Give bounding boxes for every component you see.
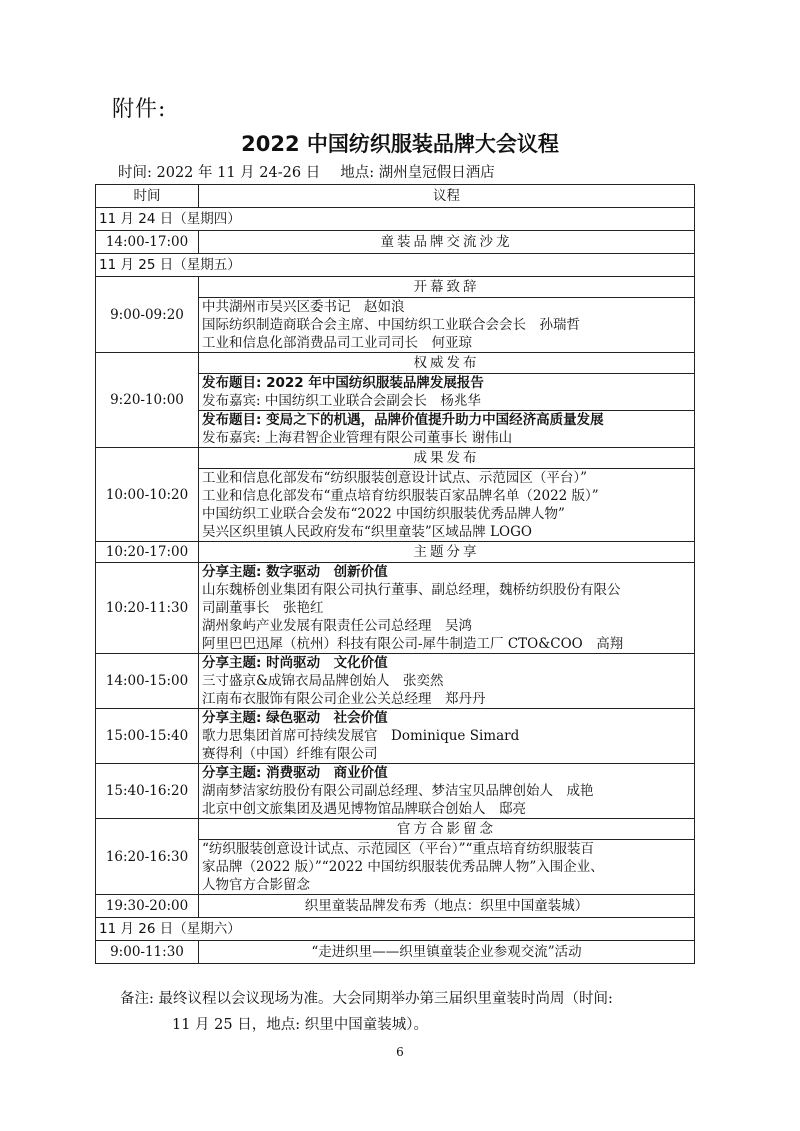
speaker-line: 江南布衣服饰有限公司企业公关总经理 郑丹丹 bbox=[202, 691, 486, 707]
event-place: 地点: 湖州皇冠假日酒店 bbox=[340, 165, 495, 181]
share-item bbox=[199, 709, 695, 764]
date-row bbox=[96, 254, 695, 277]
header-agenda: 议程 bbox=[199, 185, 695, 208]
event-time: 时间: 2022 年 11 月 24-26 日 bbox=[118, 165, 321, 181]
footnote-line: 11 月 25 日，地点: 织里中国童装城）。 bbox=[172, 1017, 428, 1033]
share-item bbox=[199, 654, 695, 709]
speaker-line: 三寸盛京&成锦衣局品牌创始人 张奕然 bbox=[202, 673, 444, 689]
table-row bbox=[96, 277, 695, 298]
share-item bbox=[199, 563, 695, 654]
result-line: 工业和信息化部发布“纺织服装创意设计试点、示范园区（平台）” bbox=[202, 470, 588, 486]
table-row bbox=[96, 231, 695, 254]
share-topic: 分享主题: 消费驱动 商业价值 bbox=[202, 765, 388, 781]
speaker-line: 山东魏桥创业集团有限公司执行董事、副总经理，魏桥纺织股份有限公 bbox=[202, 582, 621, 598]
section-heading: 开幕致辞 bbox=[199, 277, 695, 298]
table-row bbox=[96, 941, 695, 964]
date-nov-24: 11 月 24 日（星期四） bbox=[96, 208, 695, 231]
release-topic: 发布题目: 2022 年中国纺织服装品牌发展报告 bbox=[202, 375, 484, 391]
agenda-item: 织里童装品牌发布秀（地点：织里中国童装城） bbox=[199, 895, 695, 918]
table-row bbox=[96, 654, 695, 709]
section-heading: 成果发布 bbox=[199, 448, 695, 469]
release-item bbox=[199, 374, 695, 411]
time-cell: 10:20-17:00 bbox=[96, 542, 199, 563]
footnote-line: 备注: 最终议程以会议现场为准。大会同期举办第三届织里童装时尚周（时间: bbox=[120, 991, 613, 1007]
speaker-line: 中共湖州市吴兴区委书记 赵如浪 bbox=[202, 299, 405, 315]
speaker-line: 司副董事长 张艳红 bbox=[202, 600, 324, 616]
time-cell: 9:00-11:30 bbox=[96, 941, 199, 964]
event-info bbox=[118, 161, 495, 182]
date-row bbox=[96, 208, 695, 231]
speaker-line: 歌力思集团首席可持续发展官 Dominique Simard bbox=[202, 728, 520, 744]
time-cell: 10:20-11:30 bbox=[96, 563, 199, 654]
header-time: 时间 bbox=[96, 185, 199, 208]
table-row bbox=[96, 709, 695, 764]
photo-line: “纺织服装创意设计试点、示范园区（平台）”“重点培育纺织服装百 bbox=[202, 841, 594, 857]
section-heading: 主题分享 bbox=[199, 542, 695, 563]
date-nov-25: 11 月 25 日（星期五） bbox=[96, 254, 695, 277]
release-guest: 发布嘉宾: 中国纺织工业联合会副会长 杨兆华 bbox=[202, 393, 481, 409]
release-item bbox=[199, 411, 695, 448]
table-row bbox=[96, 448, 695, 469]
speaker-line: 赛得利（中国）纤维有限公司 bbox=[202, 746, 378, 762]
agenda-item: 童装品牌交流沙龙 bbox=[199, 231, 695, 254]
time-cell: 10:00-10:20 bbox=[96, 448, 199, 542]
speaker-line: 阿里巴巴迅犀（杭州）科技有限公司-犀牛制造工厂 CTO&COO 高翔 bbox=[202, 636, 624, 652]
time-cell: 9:20-10:00 bbox=[96, 353, 199, 448]
table-row bbox=[96, 819, 695, 840]
result-line: 中国纺织工业联合会发布“2022 中国纺织服装优秀品牌人物” bbox=[202, 506, 565, 522]
table-row bbox=[96, 542, 695, 563]
share-topic: 分享主题: 数字驱动 创新价值 bbox=[202, 564, 388, 580]
time-cell: 14:00-17:00 bbox=[96, 231, 199, 254]
section-heading: 权威发布 bbox=[199, 353, 695, 374]
agenda-table bbox=[95, 184, 695, 964]
photo-description bbox=[199, 840, 695, 895]
speaker-line: 北京中创文旅集团及遇见博物馆品牌联合创始人 邸亮 bbox=[202, 801, 526, 817]
time-cell: 14:00-15:00 bbox=[96, 654, 199, 709]
page-title: 2022 中国纺织服装品牌大会议程 bbox=[241, 132, 559, 156]
section-heading: 官方合影留念 bbox=[199, 819, 695, 840]
photo-line: 人物官方合影留念 bbox=[202, 877, 310, 893]
opening-speakers bbox=[199, 298, 695, 353]
release-guest: 发布嘉宾: 上海君智企业管理有限公司董事长 谢伟山 bbox=[202, 430, 513, 446]
time-cell: 9:00-09:20 bbox=[96, 277, 199, 353]
share-topic: 分享主题: 时尚驱动 文化价值 bbox=[202, 655, 388, 671]
speaker-line: 湖州象屿产业发展有限责任公司总经理 吴鸿 bbox=[202, 618, 472, 634]
time-cell: 19:30-20:00 bbox=[96, 895, 199, 918]
agenda-item: “走进织里——织里镇童装企业参观交流”活动 bbox=[199, 941, 695, 964]
date-row bbox=[96, 918, 695, 941]
table-header-row bbox=[96, 185, 695, 208]
date-nov-26: 11 月 26 日（星期六） bbox=[96, 918, 695, 941]
table-row bbox=[96, 764, 695, 819]
share-item bbox=[199, 764, 695, 819]
table-row bbox=[96, 563, 695, 654]
result-line: 工业和信息化部发布“重点培育纺织服装百家品牌名单（2022 版）” bbox=[202, 488, 599, 504]
results-list bbox=[199, 469, 695, 542]
speaker-line: 湖南梦洁家纺股份有限公司副总经理、梦洁宝贝品牌创始人 成艳 bbox=[202, 783, 594, 799]
page-number: 6 bbox=[396, 1045, 404, 1059]
footnote bbox=[120, 986, 613, 1038]
speaker-line: 工业和信息化部消费品司工业司司长 何亚琼 bbox=[202, 335, 472, 351]
attachment-label: 附件: bbox=[112, 97, 167, 122]
time-cell: 15:40-16:20 bbox=[96, 764, 199, 819]
time-cell: 15:00-15:40 bbox=[96, 709, 199, 764]
time-cell: 16:20-16:30 bbox=[96, 819, 199, 895]
speaker-line: 国际纺织制造商联合会主席、中国纺织工业联合会会长 孙瑞哲 bbox=[202, 317, 580, 333]
share-topic: 分享主题: 绿色驱动 社会价值 bbox=[202, 710, 388, 726]
photo-line: 家品牌（2022 版）”“2022 中国纺织服装优秀品牌人物”入围企业、 bbox=[202, 859, 604, 875]
release-topic: 发布题目: 变局之下的机遇，品牌价值提升助力中国经济高质量发展 bbox=[202, 412, 604, 428]
result-line: 吴兴区织里镇人民政府发布“织里童装”区域品牌 LOGO bbox=[202, 524, 532, 540]
table-row bbox=[96, 895, 695, 918]
table-row bbox=[96, 353, 695, 374]
